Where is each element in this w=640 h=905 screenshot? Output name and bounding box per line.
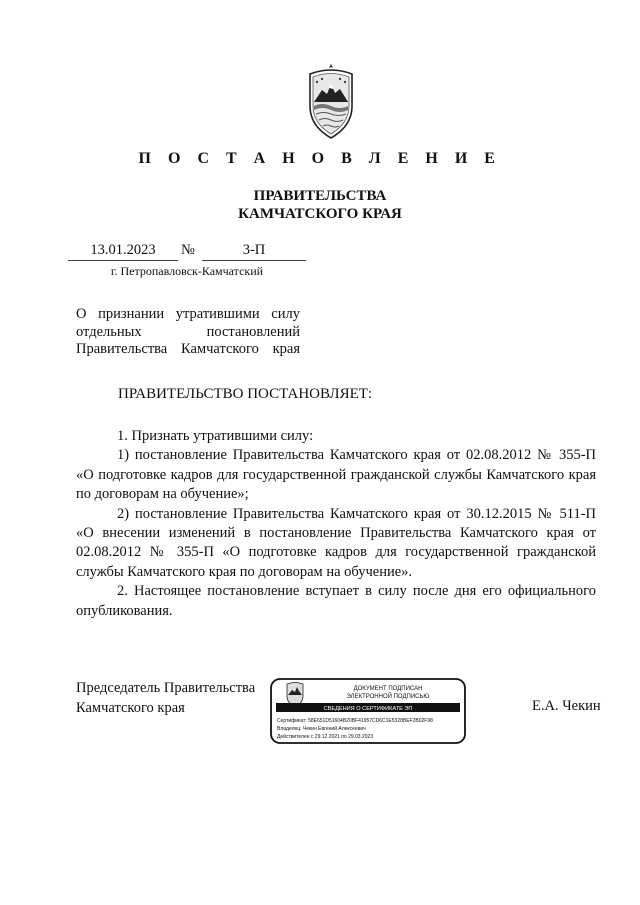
- signer-position-line-2: Камчатского края: [76, 699, 185, 716]
- number-sign: №: [181, 242, 195, 258]
- signer-position-line-1: Председатель Правительства: [76, 680, 256, 696]
- body-paragraph: 2) постановление Правительства Камчатского края от 30.12.2015 № 511-П «О внесении изменений в постановление Правительства Камчатского края от 02.08.2012 № 355-П «О подготовке кадров для государственной гражданской службы Камчатского края по договорам на обучение».: [76, 505, 596, 580]
- issue-city: г. Петропавловск-Камчатский: [110, 264, 264, 278]
- kamchatka-emblem-icon: [302, 62, 360, 140]
- document-type-title: П О С Т А Н О В Л Е Н И Е: [138, 150, 502, 167]
- body-paragraph: 1. Признать утратившими силу:: [117, 428, 314, 444]
- subject-line-3: Правительства Камчатского края: [76, 341, 300, 357]
- issuing-authority: [0, 187, 640, 223]
- body-paragraph: 1) постановление Правительства Камчатского края от 02.08.2012 № 355-П «О подготовке кадров для государственной гражданской службы Камчатского края по договорам на обучение»;: [76, 447, 596, 503]
- document-number: 3-П: [242, 242, 266, 258]
- signer-position: [76, 679, 255, 718]
- signer-name: Е.А. Чекин: [532, 698, 601, 714]
- stamp-title-2: ЭЛЕКТРОННОЙ ПОДПИСЬЮ: [346, 694, 430, 700]
- document-body: [76, 427, 596, 621]
- subject-line-1: О признании утратившими силу: [76, 306, 300, 322]
- stamp-owner: Владелец: Чекин Евгений Алексеевич: [277, 726, 366, 732]
- decree-heading: ПРАВИТЕЛЬСТВО ПОСТАНОВЛЯЕТ:: [118, 386, 373, 402]
- document-subject: [76, 306, 300, 359]
- stamp-validity: Действителен с 29.12.2021 по 29.03.2023: [277, 734, 374, 740]
- stamp-band: СВЕДЕНИЯ О СЕРТИФИКАТЕ ЭП: [323, 705, 413, 712]
- stamp-title-1: ДОКУМЕНТ ПОДПИСАН: [353, 686, 423, 692]
- document-date: 13.01.2023: [90, 242, 156, 258]
- body-paragraph: 2. Настоящее постановление вступает в силу после дня его официального опубликования.: [76, 583, 596, 619]
- date-underline: [68, 260, 178, 261]
- stamp-certificate: Сертификат: 58E651D51604B20BF41957CD6C1E5328BEF2B02F98: [277, 718, 433, 724]
- electronic-signature-stamp: [270, 678, 466, 744]
- authority-line-2: КАМЧАТСКОГО КРАЯ: [238, 206, 402, 222]
- number-underline: [202, 260, 306, 261]
- authority-line-1: ПРАВИТЕЛЬСТВА: [253, 188, 387, 204]
- subject-line-2: отдельных постановлений: [76, 323, 300, 340]
